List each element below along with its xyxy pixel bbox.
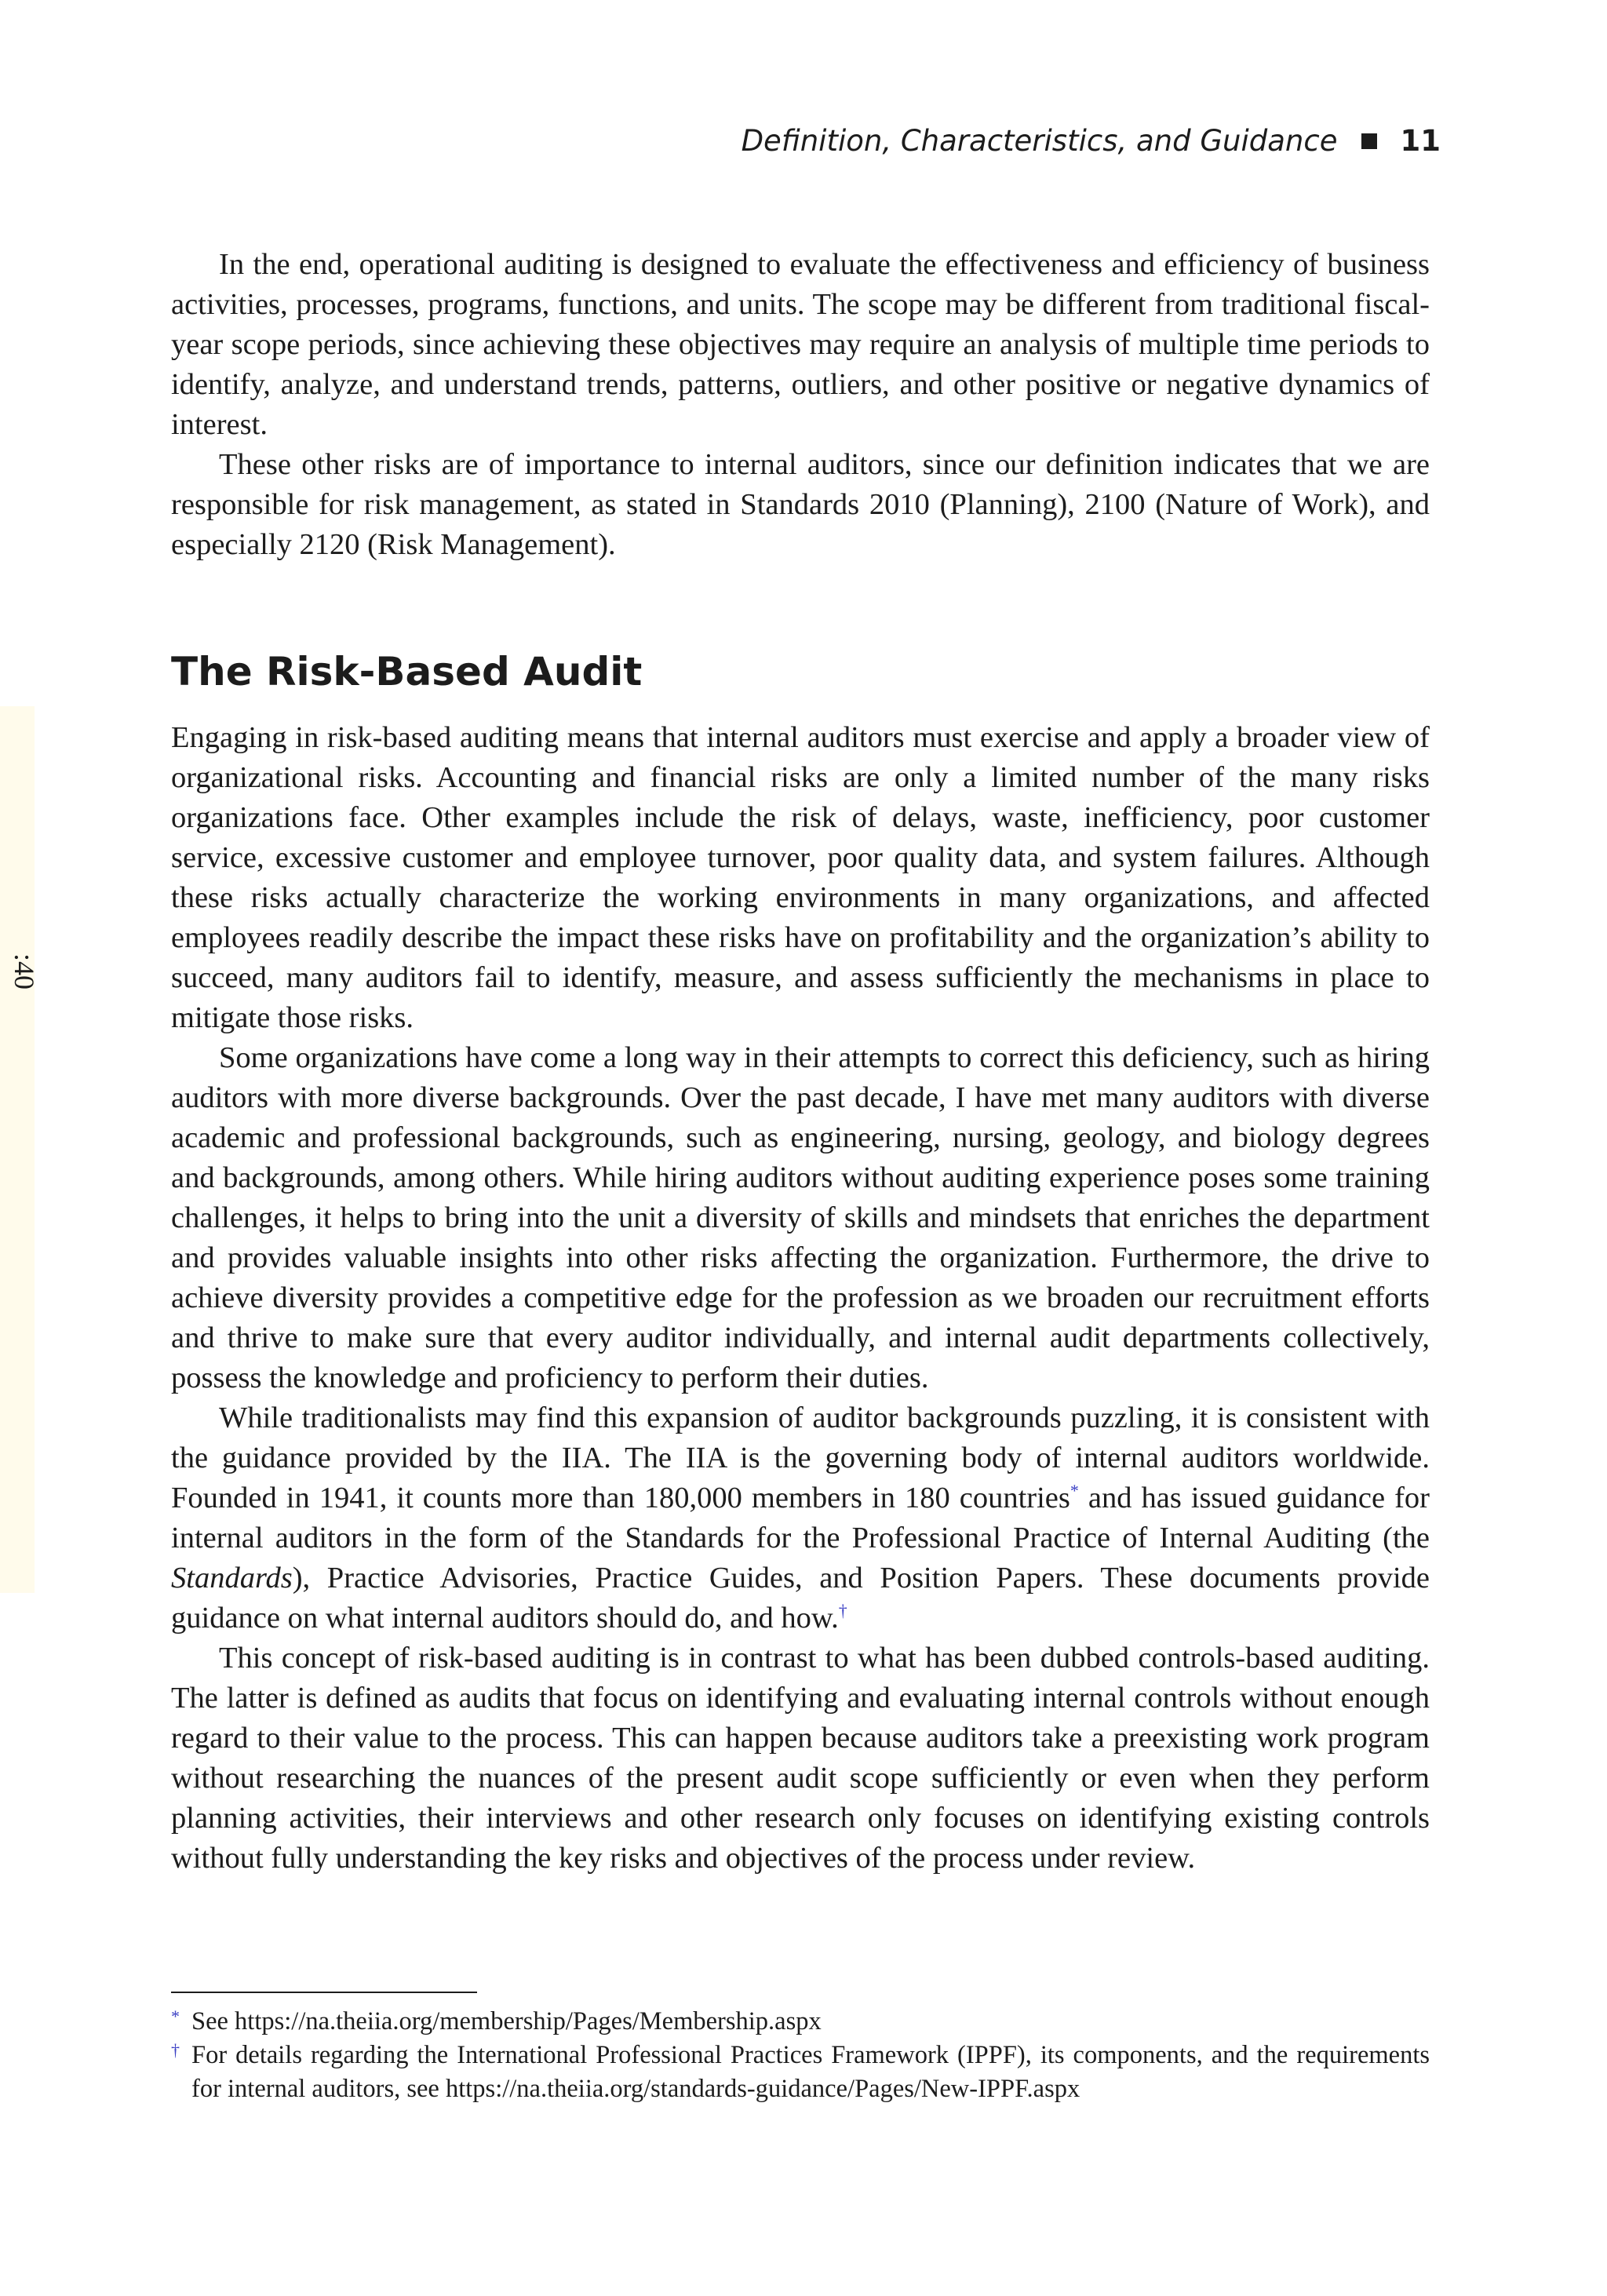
footnote-2 — [171, 2039, 1430, 2106]
margin-highlight-band — [0, 706, 35, 1593]
section-paragraph-3 — [171, 1398, 1430, 1638]
footnote-reference-2[interactable]: † — [838, 1601, 847, 1621]
footnote-1-text: See https://na.theiia.org/membership/Pages/Membership.aspx — [191, 2007, 822, 2035]
intro-text — [171, 245, 1430, 565]
section-paragraph-1: Engaging in risk-based auditing means that internal auditors must exercise and apply a broader view of organizational risks. Accounting and financial risks are only a limited number of the many risks organizations face. Other examples include the risk of delays, waste, inefficiency, poor customer service, excessive customer and employee turnover, poor quality data, and system failures. Although these risks actually characterize the working environments in many organizations, and affected employees readily describe the impact these risks have on profitability and the organization’s ability to succeed, many auditors fail to identify, measure, and assess sufficiently the mechanisms in place to mitigate those risks. — [171, 721, 1430, 1034]
section-paragraph-3-part-3: ), Practice Advisories, Practice Guides, and Position Papers. These documents provide guidance on what internal auditors should do, and how. — [171, 1562, 1430, 1635]
square-bullet-icon — [1361, 133, 1377, 149]
section-text — [171, 718, 1430, 1879]
section-paragraph-2: Some organizations have come a long way in their attempts to correct this deficiency, such as hiring auditors with more diverse backgrounds. Over the past decade, I have met many auditors with diverse academic and professional backgrounds, such as engineering, nursing, geology, and biology degrees and backgrounds, among others. While hiring auditors without auditing experience poses some training challenges, it helps to bring into the unit a diversity of skills and mindsets that enriches the department and provides valuable insights into other risks affecting the organization. Furthermore, the drive to achieve diversity provides a competitive edge for the profession as we broaden our recruitment efforts and thrive to make sure that every auditor individually, and internal audit departments collectively, possess the knowledge and proficiency to perform their duties. — [171, 1041, 1430, 1394]
footnote-1-mark: * — [171, 2006, 180, 2026]
standards-italic: Standards — [171, 1562, 293, 1594]
footnote-2-mark: † — [171, 2040, 180, 2060]
section-paragraph-3-part-1: While traditionalists may find this expansion of auditor backgrounds puzzling, it is consistent with the guidance provided by the IIA. The IIA is the governing body of internal auditors worldwide. Founded in 1941, it counts more than 180,000 members in 180 countries — [171, 1401, 1430, 1514]
footnote-divider — [171, 1992, 477, 1993]
intro-paragraph-1: In the end, operational auditing is designed to evaluate the effectiveness and efficiency of business activities, processes, programs, functions, and units. The scope may be different from traditional fiscal-year scope periods, since achieving these objectives may require an analysis of multiple time periods to identify, analyze, and understand trends, patterns, outliers, and other positive or negative dynamics of interest. — [171, 248, 1430, 441]
footnote-2-text: For details regarding the International Professional Practices Framework (IPPF), its components, and the requirements for internal auditors, see https://na.theiia.org/standards-guidance/Pages/New-IPPF.aspx — [191, 2041, 1430, 2103]
footnote-reference-1[interactable]: * — [1070, 1481, 1079, 1501]
page-number: 11 — [1400, 124, 1441, 158]
footnote-1 — [171, 2005, 1430, 2039]
section-paragraph-4: This concept of risk-based auditing is in contrast to what has been dubbed controls-based auditing. The latter is defined as audits that focus on identifying and evaluating internal controls without enough regard to their value to the process. This can happen because auditors take a preexisting work program without researching the nuances of the present audit scope sufficiently or even when they perform planning activities, their interviews and other research only focuses on identifying existing controls without fully understanding the key risks and objectives of the process under review. — [171, 1642, 1430, 1875]
intro-paragraph-2: These other risks are of importance to internal auditors, since our definition indicates that we are responsible for risk management, as stated in Standards 2010 (Planning), 2100 (Nature of Work), and especially 2120 (Risk Management). — [171, 448, 1430, 561]
footnotes — [171, 2005, 1430, 2106]
running-header-title: Definition, Characteristics, and Guidance — [741, 124, 1338, 158]
section-heading: The Risk-Based Audit — [171, 649, 643, 694]
running-header — [742, 124, 1441, 158]
section-paragraph-3-part-2: and has issued guidance for internal auditors in the form of the Standards for the Professional Practice of Internal Auditing (the — [171, 1481, 1430, 1554]
margin-stamp: :40 — [9, 953, 40, 990]
